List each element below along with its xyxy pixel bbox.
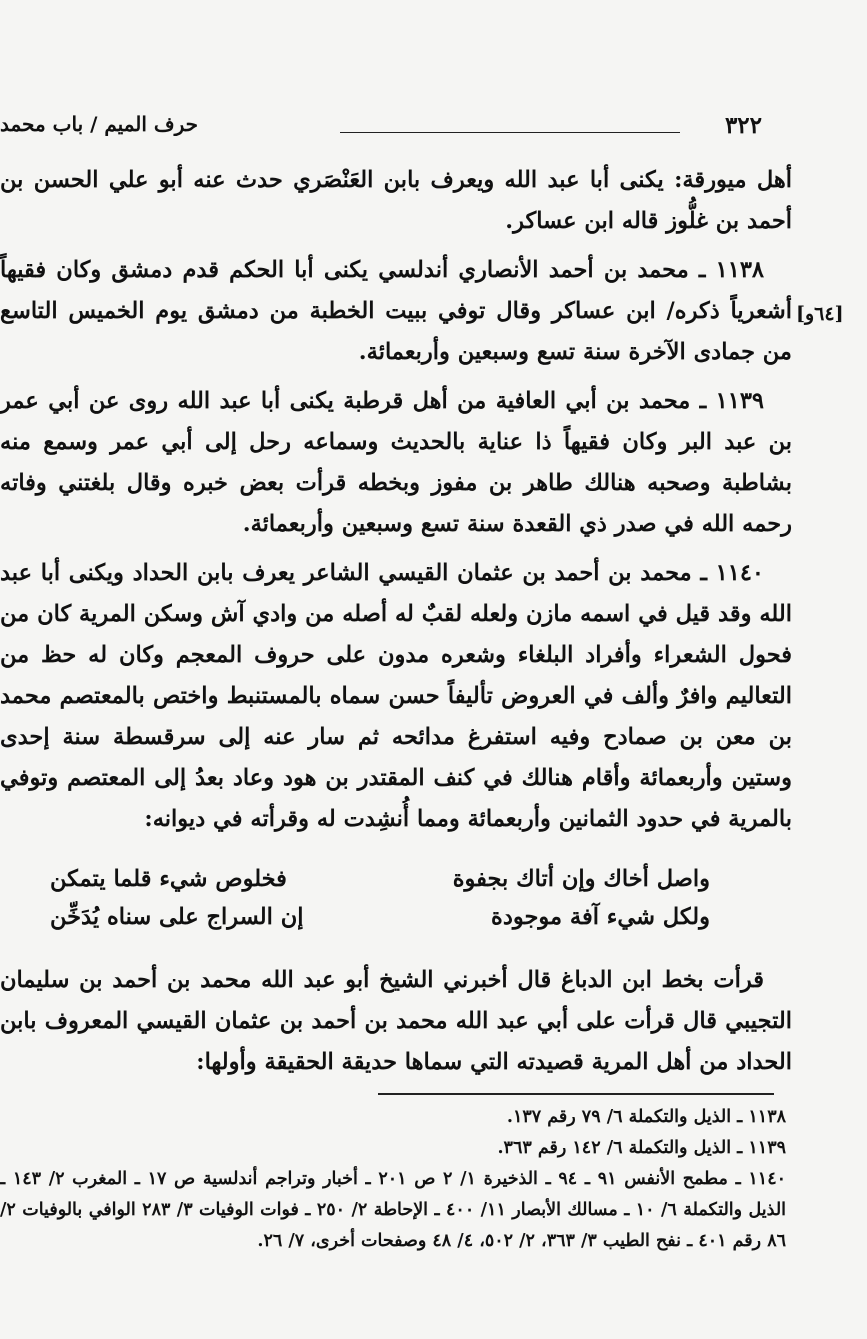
footnote-1140: ١١٤٠ ـ مطمح الأنفس ٩١ ـ ٩٤ ـ الذخيرة ١/ ٢ ص ٢٠١ ـ أخبار وتراجم أندلسية ص ١٧ ـ المغرب ٢/ ١٤٣ ـ الذيل والتكملة ٦/ ١٠ ـ مسالك الأبصار ١١/ ٤٠٠ ـ الإحاطة ٢/ ٢٥٠ ـ فوات الوفيات ٣/ ٢٨٣ الوافي بالوفيات ٢/ ٨٦ رقم ٤٠١ ـ نفح الطيب ٣/ ٣٦٣، ٢/ ٥٠٢، ٤/ ٤٨ وصفحات أخرى، ٧/ ٢٦. bbox=[0, 1169, 787, 1251]
paragraph-continuation: أهل ميورقة: يكنى أبا عبد الله ويعرف بابن العَنْصَري حدث عنه أبو علي الحسن بن أحمد بن غلُّوز قاله ابن عساكر. bbox=[0, 167, 792, 234]
verse-second-hemistich: إن السراج على سناه يُدَخِّن bbox=[50, 904, 304, 930]
page-number: ٣٢٢ bbox=[724, 112, 762, 139]
entry-1139: ١١٣٩ ـ محمد بن أبي العافية من أهل قرطبة يكنى أبا عبد الله روى عن أبي عمر بن عبد البر وكان فقيهاً ذا عناية بالحديث وسماعه رحل إلى أبي عمر وسمع منه بشاطبة وصحبه هنالك طاهر بن مفوز وبخطه قرأت بعض خبره وقال بلغتني وفاته رحمه الله في صدر ذي القعدة سنة تسع وسبعين وأربعمائة. bbox=[0, 388, 792, 537]
footnote-1139: ١١٣٩ ـ الذيل والتكملة ٦/ ١٤٢ رقم ٣٦٣. bbox=[497, 1138, 786, 1158]
paragraph-after-verse: قرأت بخط ابن الدباغ قال أخبرني الشيخ أبو عبد الله محمد بن أحمد بن سليمان التجيبي قال قرأت على أبي عبد الله محمد بن أحمد بن عثمان القيسي المعروف بابن الحداد من أهل المرية قصيدته التي سماها حديقة الحقيقة وأولها: bbox=[0, 967, 792, 1075]
closing-paragraph bbox=[0, 960, 792, 1091]
main-text bbox=[0, 160, 792, 848]
verse-second-hemistich: فخلوص شيء قلما يتمكن bbox=[50, 866, 287, 892]
verse-first-hemistich: واصل أخاك وإن أتاك بجفوة bbox=[452, 866, 710, 892]
page-header bbox=[0, 112, 790, 146]
footnote-rule bbox=[378, 1093, 774, 1095]
running-head: حرف الميم / باب محمد bbox=[0, 112, 199, 136]
entry-1138: ١١٣٨ ـ محمد بن أحمد الأنصاري أندلسي يكنى أبا الحكم قدم دمشق وكان فقيهاً أشعرياً ذكره/ ابن عساكر وقال توفي ببيت الخطبة من دمشق يوم الخميس التاسع من جمادى الآخرة سنة تسع وسبعين وأربعمائة. bbox=[0, 257, 792, 365]
margin-folio-note: [٦٤و] bbox=[796, 303, 844, 325]
verse-line bbox=[50, 866, 710, 902]
verse-line bbox=[50, 904, 710, 940]
verse-first-hemistich: ولكل شيء آفة موجودة bbox=[491, 904, 710, 930]
footnotes bbox=[0, 1102, 786, 1257]
header-rule bbox=[340, 132, 680, 133]
footnote-1138: ١١٣٨ ـ الذيل والتكملة ٦/ ٧٩ رقم ١٣٧. bbox=[506, 1107, 786, 1127]
entry-1140: ١١٤٠ ـ محمد بن أحمد بن عثمان القيسي الشاعر يعرف بابن الحداد ويكنى أبا عبد الله وقد قيل في اسمه مازن ولعله لقبٌ له أصله من وادي آش وسكن المرية كان من فحول الشعراء وأفراد البلغاء وشعره مدون على حروف المعجم وكان له حظ من التعاليم وافرٌ وألف في العروض تأليفاً حسن سماه بالمستنبط واختص بالمعتصم محمد بن معن بن صمادح وفيه استفرغ مدائحه ثم سار عنه إلى سرقسطة سنة إحدى وستين وأربعمائة وأقام هنالك في كنف المقتدر بن هود وعاد بعدُ إلى المعتصم وتوفي بالمرية في حدود الثمانين وأربعمائة ومما أُنشِدت له وقرأته في ديوانه: bbox=[0, 560, 792, 832]
